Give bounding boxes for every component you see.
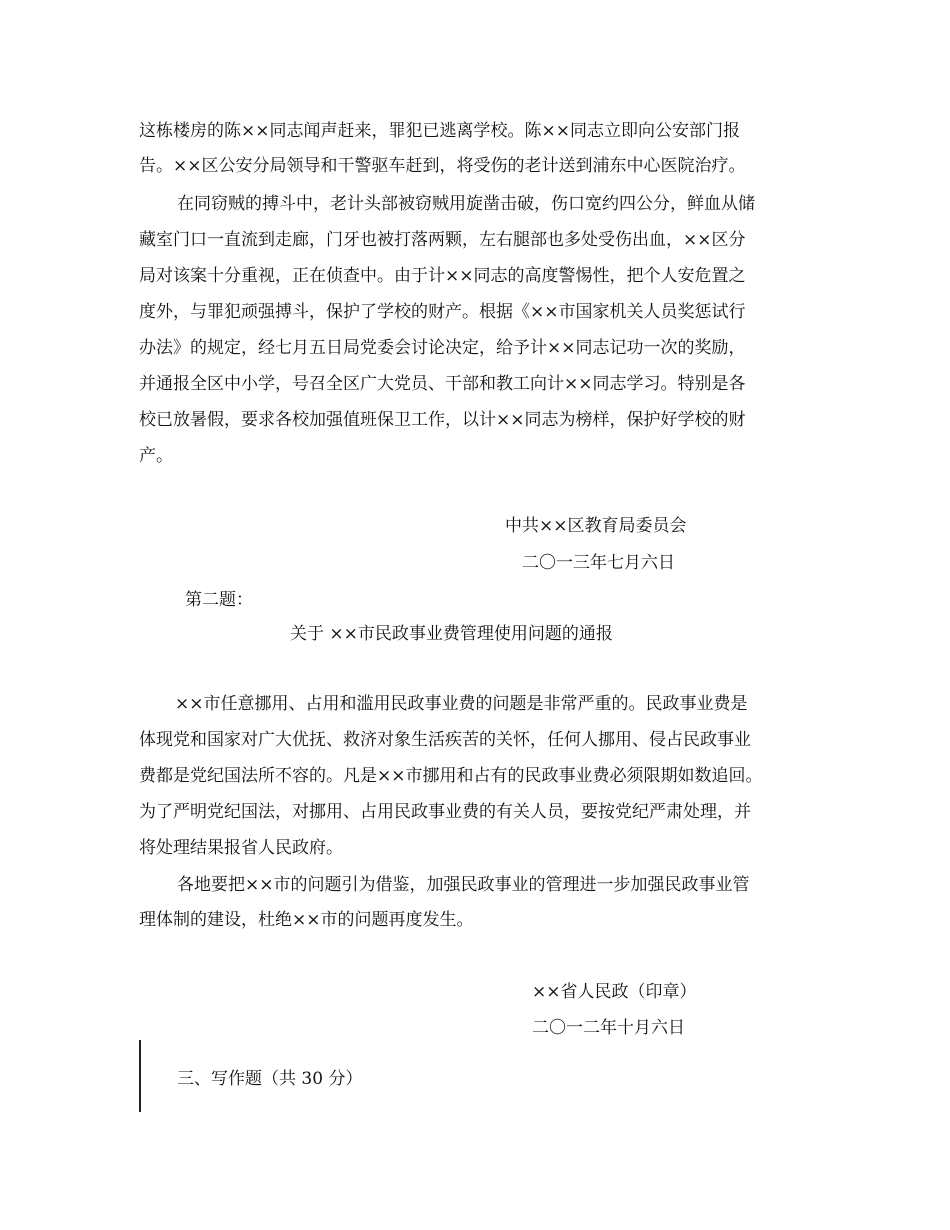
body-line: 并通报全区中小学，号召全区广大党员、干部和教工向计××同志学习。特别是各 [139,374,746,394]
body-line: 在同窃贼的搏斗中，老计头部被窃贼用旋凿击破，伤口宽约四公分，鲜血从储 [177,194,755,214]
body-line: 将处理结果报省人民政府。 [139,838,343,858]
date: 二〇一三年七月六日 [522,553,675,573]
question-label: 第二题： [185,590,253,610]
signature: ××省人民政（印章） [532,982,697,1002]
notice-title: 关于 ××市民政事业费管理使用问题的通报 [290,624,613,644]
body-line: 校已放暑假，要求各校加强值班保卫工作，以计××同志为榜样，保护好学校的财 [139,410,746,430]
date: 二〇一二年十月六日 [532,1018,685,1038]
body-line: 度外，与罪犯顽强搏斗，保护了学校的财产。根据《××市国家机关人员奖惩试行 [139,302,746,322]
body-line: 费都是党纪国法所不容的。凡是××市挪用和占有的民政事业费必须限期如数追回。 [139,766,763,786]
body-line: 这栋楼房的陈××同志闻声赶来，罪犯已逃离学校。陈××同志立即向公安部门报 [139,121,740,141]
body-line: 办法》的规定，经七月五日局党委会讨论决定，给予计××同志记功一次的奖励， [139,338,746,358]
body-line: 体现党和国家对广大优抚、救济对象生活疾苦的关怀，任何人挪用、侵占民政事业 [139,730,751,750]
body-line: 理体制的建设，杜绝××市的问题再度发生。 [139,910,474,930]
body-line: 局对该案十分重视，正在侦查中。由于计××同志的高度警惕性，把个人安危置之 [139,266,746,286]
body-line: 告。××区公安分局领导和干警驱车赶到，将受伤的老计送到浦东中心医院治疗。 [139,156,746,176]
body-line: ××市任意挪用、占用和滥用民政事业费的问题是非常严重的。民政事业费是 [175,694,748,714]
body-line: 各地要把××市的问题引为借鉴，加强民政事业的管理进一步加强民政事业管 [177,875,750,895]
margin-bar [139,1040,141,1112]
section-heading: 三、写作题（共 30 分） [177,1069,363,1089]
body-line: 为了严明党纪国法，对挪用、占用民政事业费的有关人员，要按党纪严肃处理，并 [139,802,751,822]
body-line: 藏室门口一直流到走廊，门牙也被打落两颗，左右腿部也多处受伤出血，××区分 [139,230,746,250]
signature: 中共××区教育局委员会 [505,516,687,536]
body-line: 产。 [139,446,173,466]
